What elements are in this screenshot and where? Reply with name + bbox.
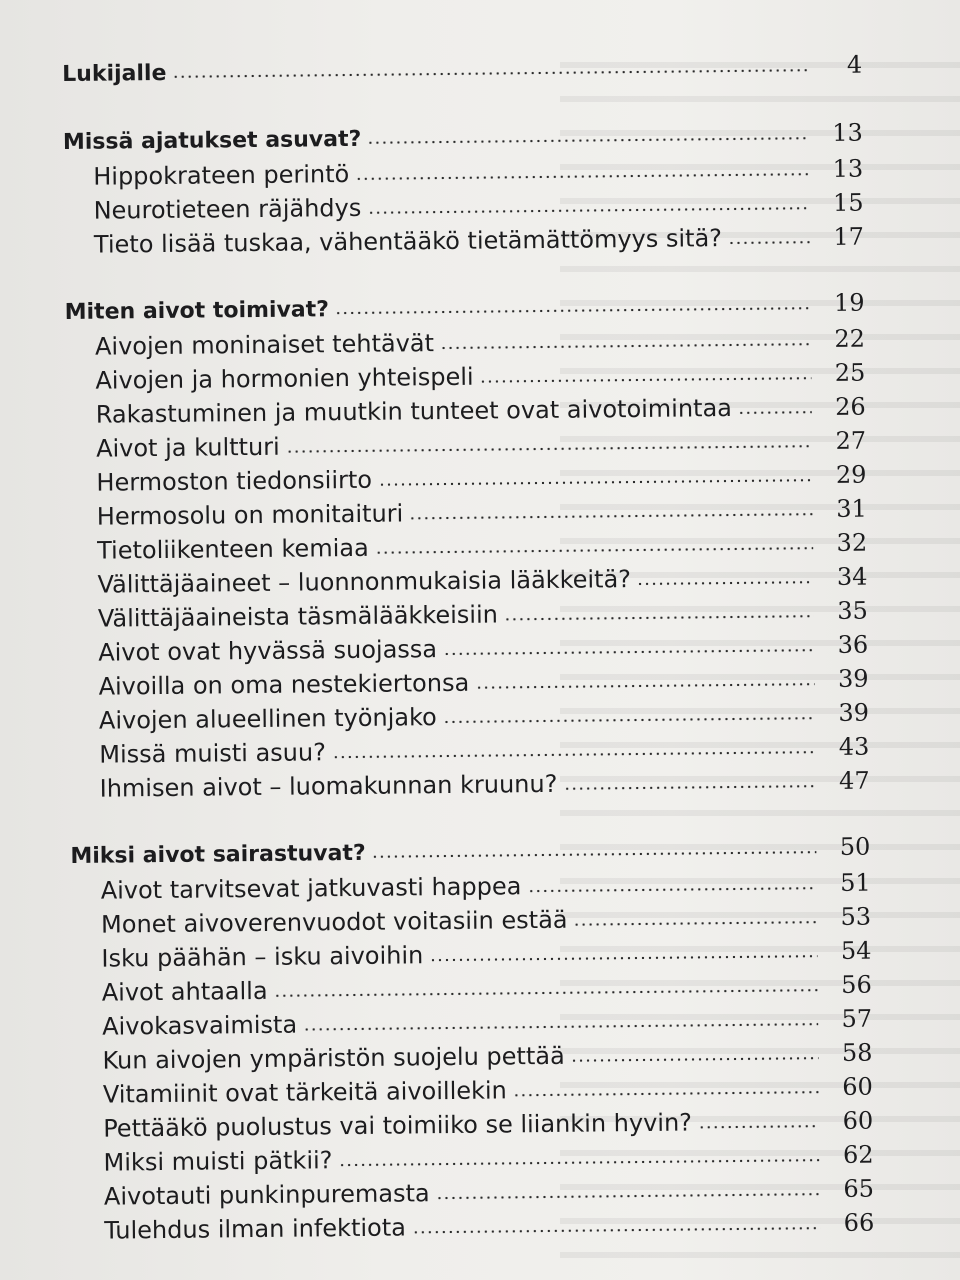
dot-leader bbox=[355, 171, 809, 182]
toc-entry-title: Välittäjäaineet – luonnonmukaisia lääkkeitä? bbox=[97, 565, 632, 599]
toc-entry-title: Pettääkö puolustus vai toimiiko se liiankin hyvin? bbox=[103, 1108, 693, 1143]
dot-leader bbox=[367, 205, 809, 216]
toc-entry-title: Aivot ja kultturi bbox=[95, 432, 280, 463]
toc-entry-title: Aivot ovat hyvässä suojassa bbox=[98, 635, 438, 667]
dot-leader bbox=[274, 987, 818, 999]
page-number: 60 bbox=[842, 1072, 873, 1101]
table-of-contents bbox=[62, 48, 874, 1248]
toc-entry-title: Miksi muisti pätkii? bbox=[103, 1146, 333, 1177]
dot-leader bbox=[527, 885, 816, 894]
toc-section-heading-title: Miten aivot toimivat? bbox=[64, 297, 330, 325]
toc-entry-title: Kun aivojen ympäristön suojelu pettää bbox=[102, 1041, 565, 1075]
page-number: 65 bbox=[843, 1174, 875, 1203]
dot-leader bbox=[513, 1089, 819, 1098]
page-number: 17 bbox=[833, 222, 865, 251]
page-number: 39 bbox=[838, 698, 870, 727]
dot-leader bbox=[443, 715, 815, 725]
dot-leader bbox=[172, 67, 808, 80]
toc-entry-title: Hippokrateen perintö bbox=[93, 159, 350, 191]
toc-entry-title: Aivojen ja hormonien yhteispeli bbox=[95, 362, 474, 395]
page-number: 15 bbox=[832, 188, 864, 217]
page-number: 27 bbox=[835, 426, 867, 455]
page-number: 26 bbox=[835, 392, 866, 421]
toc-entry-title: Hermoston tiedonsiirto bbox=[96, 465, 373, 497]
dot-leader bbox=[480, 375, 812, 384]
dot-leader bbox=[378, 477, 813, 488]
page-number: 34 bbox=[836, 562, 868, 591]
page-number: 43 bbox=[838, 732, 870, 761]
dot-leader bbox=[571, 1055, 819, 1064]
toc-entry-title: Monet aivoverenvuodot voitasiin estää bbox=[100, 905, 568, 939]
toc-entry-title: Aivojen alueellinen työnjako bbox=[98, 703, 437, 735]
toc-section-heading-title: Lukijalle bbox=[62, 60, 167, 87]
toc-entry-title: Missä muisti asuu? bbox=[99, 738, 327, 769]
toc-entry-title: Aivotauti punkinpuremasta bbox=[103, 1179, 430, 1211]
dot-leader bbox=[412, 1225, 820, 1235]
page-number: 13 bbox=[832, 154, 864, 183]
dot-leader bbox=[563, 783, 815, 792]
dot-leader bbox=[443, 647, 814, 657]
dot-leader bbox=[504, 613, 814, 622]
page-number: 47 bbox=[838, 766, 870, 795]
dot-leader bbox=[436, 1191, 820, 1201]
toc-section-heading-title: Miksi aivot sairastuvat? bbox=[70, 840, 366, 869]
dot-leader bbox=[475, 681, 814, 691]
toc-entry-title: Rakastuminen ja muutkin tunteet ovat aivotoimintaa bbox=[95, 394, 733, 429]
toc-entry-title: Välittäjäaineista täsmälääkkeisiin bbox=[97, 600, 499, 633]
toc-entry-title: Hermosolu on monitaituri bbox=[96, 499, 404, 531]
page-number: 57 bbox=[841, 1004, 873, 1033]
toc-entry bbox=[74, 1206, 874, 1248]
toc-entry-title: Aivot tarvitsevat jatkuvasti happea bbox=[100, 872, 522, 905]
toc-entry-title: Aivojen moninaiset tehtävät bbox=[94, 329, 435, 361]
dot-leader bbox=[728, 239, 810, 246]
dot-leader bbox=[338, 1157, 819, 1168]
page-number: 54 bbox=[840, 936, 872, 965]
page-number: 56 bbox=[841, 970, 872, 999]
page-number: 31 bbox=[836, 494, 867, 523]
page-number: 13 bbox=[832, 118, 863, 147]
page-number: 66 bbox=[843, 1208, 875, 1237]
dot-leader bbox=[335, 305, 811, 316]
dot-leader bbox=[429, 953, 817, 963]
toc-entry-title: Neurotieteen räjähdys bbox=[93, 193, 362, 225]
page-number: 25 bbox=[834, 358, 866, 387]
dot-leader bbox=[367, 135, 809, 146]
dot-leader bbox=[372, 849, 817, 860]
dot-leader bbox=[637, 579, 814, 587]
dot-leader bbox=[440, 341, 811, 351]
dot-leader bbox=[375, 545, 814, 556]
page-number: 19 bbox=[833, 288, 865, 317]
page-number: 22 bbox=[834, 324, 866, 353]
dot-leader bbox=[409, 511, 813, 521]
page-number: 36 bbox=[837, 630, 869, 659]
toc-entry-title: Aivot ahtaalla bbox=[101, 976, 268, 1007]
page-number: 29 bbox=[835, 460, 867, 489]
page-number: 39 bbox=[837, 664, 869, 693]
page-number: 62 bbox=[842, 1140, 874, 1169]
toc-section-heading-title: Missä ajatukset asuvat? bbox=[62, 126, 362, 155]
page-number: 4 bbox=[846, 50, 863, 79]
toc-entry-title: Isku päähän – isku aivoihin bbox=[101, 941, 424, 973]
page-number: 53 bbox=[840, 902, 872, 931]
dot-leader bbox=[574, 919, 818, 928]
toc-entry-title: Tulehdus ilman infektiota bbox=[104, 1213, 407, 1245]
page-number: 51 bbox=[840, 868, 871, 897]
page-number: 60 bbox=[842, 1106, 874, 1135]
toc-entry-title: Aivoilla on oma nestekiertonsa bbox=[98, 668, 470, 701]
toc-entry-title: Ihmisen aivot – luomakunnan kruunu? bbox=[99, 769, 558, 803]
page-number: 50 bbox=[839, 832, 871, 861]
dot-leader bbox=[698, 1123, 819, 1130]
toc-entry-title: Tietoliikenteen kemiaa bbox=[97, 533, 369, 565]
page-number: 32 bbox=[836, 528, 868, 557]
page-number: 35 bbox=[837, 596, 868, 625]
toc-entry-title: Aivokasvaimista bbox=[102, 1010, 298, 1041]
dot-leader bbox=[286, 443, 812, 455]
page-number: 58 bbox=[841, 1038, 873, 1067]
toc-entry-title: Vitamiinit ovat tärkeitä aivoillekin bbox=[102, 1076, 507, 1109]
toc-entry-title: Tieto lisää tuskaa, vähentääkö tietämättömyys sitä? bbox=[93, 224, 723, 259]
dot-leader bbox=[303, 1021, 818, 1032]
dot-leader bbox=[332, 749, 815, 760]
dot-leader bbox=[738, 409, 812, 416]
